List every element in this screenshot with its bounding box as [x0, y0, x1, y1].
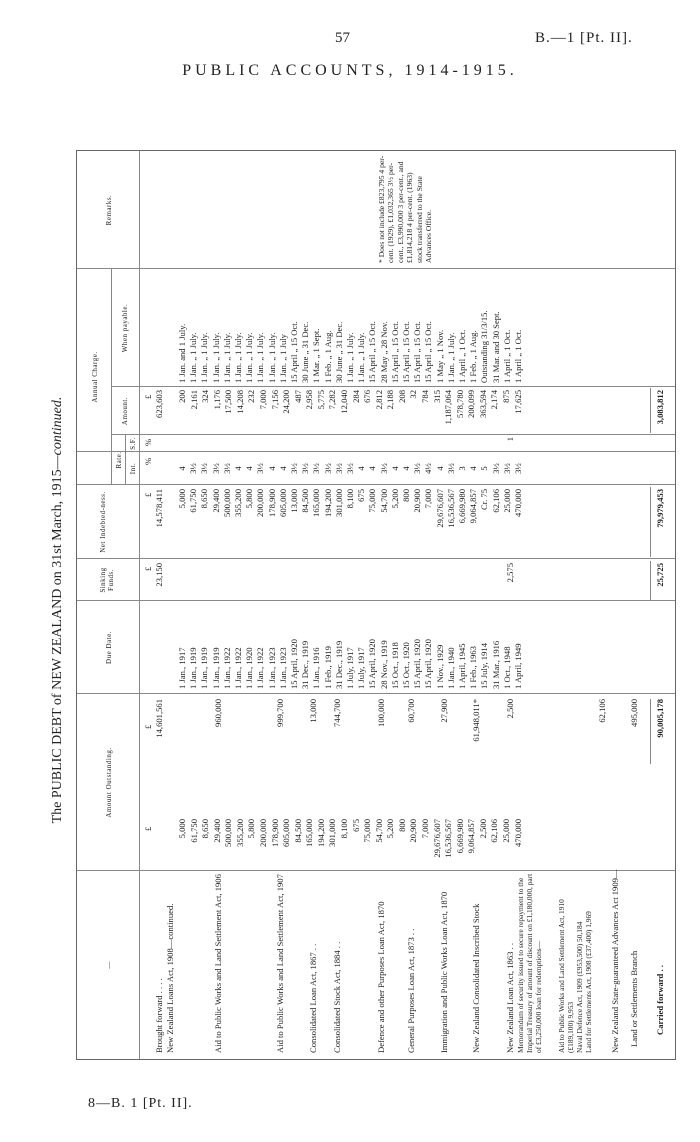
table-cell: 5,800 [246, 819, 257, 839]
table-cell: 675 [350, 819, 361, 832]
table-cell: 315 [431, 390, 442, 403]
table-cell: 800 [401, 489, 411, 502]
total-rule [650, 487, 651, 557]
table-cell: 1 Jan., 1923 [266, 647, 277, 689]
table-cell: 1 Jan. „ 1 July [277, 334, 288, 383]
loan-name: Defence and other Purposes Loan Act, 1870 [376, 901, 386, 1053]
table-cell: 1 Jan., 1922 [221, 647, 232, 689]
table-cell: 3½ [300, 463, 311, 474]
loan-sub-item: Naval Defence Act, 1909 (£953,500) 50,184 [575, 921, 584, 1053]
group-total: 60,700 [406, 699, 416, 723]
public-debt-table [76, 150, 676, 1060]
header-rate: Rate. [115, 451, 123, 469]
table-cell: 84,500 [292, 819, 303, 843]
charge-brought-forward: 623,603 [154, 390, 164, 418]
table-cell: 8,100 [339, 819, 350, 839]
table-cell: 800 [396, 819, 407, 832]
sinking-brought-forward: 23,150 [154, 563, 164, 587]
header-rule [125, 435, 126, 485]
table-cell: 3½ [221, 463, 232, 474]
table-cell: 54,700 [373, 819, 384, 843]
table-cell: 4 [434, 466, 445, 471]
table-cell: 578,780 [454, 390, 465, 418]
table-cell: 15 April „ 15 Oct. [367, 321, 378, 383]
loan-name: Immigration and Public Works Loan Act, 1870 [439, 891, 449, 1053]
table-cell: 1 Jan. „ 1 July. [345, 332, 355, 383]
table-cell: 1 Jan. „ 1 July. [445, 332, 456, 383]
header-due-date: Due Date. [105, 631, 113, 664]
group-total: 2,500 [505, 699, 515, 719]
table-cell: 20,900 [412, 489, 423, 513]
table-cell: 1 Feb., 1963 [468, 646, 479, 689]
table-cell: 301,000 [327, 819, 338, 847]
header-sinking-funds: Sinking Funds. [99, 567, 115, 593]
amount-brought-forward: 14,601,561 [154, 699, 164, 738]
loan-sub-item: Aid to Public Works and Land Settlement Act, 1910 (£189,100) 9,953 [557, 899, 575, 1053]
table-cell: 31 Mar. and 30 Sept. [490, 311, 501, 383]
table-cell: 4 [244, 466, 255, 471]
loan-name: New Zealand Loan Act, 1863 . . [505, 942, 515, 1053]
table-cell: 15 Oct., 1920 [401, 642, 411, 689]
table-cell: 1 Jan. „ 1 July. [233, 332, 243, 383]
table-cell: 5,200 [385, 819, 396, 839]
table-cell: 4 [233, 466, 243, 471]
loan-name: Aid to Public Works and Land Settlement Act, 1907 [275, 874, 285, 1053]
table-cell: 15 April „ 15 Oct. [412, 321, 423, 383]
table-cell: 1 Jan. „ 1 July. [266, 332, 277, 383]
title-main: The PUBLIC DEBT of NEW ZEALAND on 31st March, 1915— [50, 455, 65, 824]
table-cell: 4 [389, 466, 400, 471]
header-rule [139, 151, 140, 1059]
table-cell: 1 Jan., 1922 [255, 647, 266, 689]
table-cell: 2,188 [385, 390, 396, 410]
total-rule [650, 388, 651, 433]
table-cell: 8,100 [345, 489, 355, 509]
table-cell: 4 [177, 466, 187, 471]
total-rule [650, 699, 651, 764]
unit-pound: £ [143, 394, 153, 399]
group-total: 744,700 [332, 699, 342, 727]
table-cell: 1,187,064 [443, 390, 454, 425]
table-cell: 1 July, 1917 [345, 647, 355, 689]
table-cell: 17,500 [223, 390, 234, 414]
table-cell: 2,161 [188, 390, 199, 410]
table-cell: 1 Mar. „ 1 Sept. [311, 328, 322, 383]
charge-carried-forward: 3,083,812 [655, 390, 665, 425]
unit-pound: £ [143, 724, 153, 729]
table-cell: 28 May „ 28 Nov. [378, 321, 389, 383]
table-cell: 1 Jan., 1923 [277, 647, 288, 689]
header-int: Int. [129, 462, 137, 475]
table-cell: 75,000 [367, 489, 378, 513]
table-cell: 1 Jan., 1917 [177, 647, 187, 689]
table-cell: 3½ [445, 463, 456, 474]
table-cell: 675 [356, 489, 367, 502]
table-cell: 1 Jan., 1920 [244, 647, 255, 689]
table-cell: 29,676,607 [431, 819, 442, 858]
table-cell: 355,200 [233, 489, 243, 517]
header-amount-outstanding: Amount Outstanding. [105, 747, 113, 818]
table-cell: 7,000 [420, 819, 431, 839]
table-cell: 1 Jan. „ 1 July. [199, 332, 210, 383]
unit-pound: £ [143, 566, 153, 571]
table-cell: 200 [177, 390, 187, 403]
table-cell: 1 Jan. „ 1 July. [356, 332, 367, 383]
group-total: 62,106 [597, 699, 607, 723]
table-cell: 25,000 [501, 489, 512, 513]
table-cell: 29,400 [211, 819, 222, 843]
table-cell: 3½ [289, 463, 299, 474]
table-cell: 1 Jan., 1916 [311, 647, 322, 689]
group-total: 960,000 [213, 699, 223, 727]
net-brought-forward: 14,578,411 [154, 489, 164, 528]
table-cell: 1 April, 1945 [457, 643, 467, 689]
table-cell: 4½ [423, 463, 434, 474]
table-cell: 1 Feb. „ 1 Aug. [468, 330, 479, 383]
table-cell: 16,536,567 [445, 489, 456, 528]
header-sf: S.F. [129, 437, 137, 450]
table-cell: 12,040 [339, 390, 350, 414]
loan-name: Brought forward . . . . [154, 978, 164, 1053]
loan-name: Consolidated Stock Act, 1884 . . [332, 941, 342, 1053]
table-cell: 1 Jan. and 1 July. [177, 323, 187, 383]
table-cell: 1 Jan., 1919 [188, 647, 199, 689]
header-annual-charge: Annual Charge. [91, 351, 99, 403]
table-cell: 7,282 [327, 390, 338, 410]
column-rule [111, 386, 675, 387]
table-cell: 31 Mar., 1916 [490, 640, 501, 689]
table-cell: 15 April „ 15 Oct. [389, 321, 400, 383]
table-cell: 3½ [210, 463, 221, 474]
loan-name: Consolidated Loan Act, 1867 . . [308, 943, 318, 1053]
table-cell: 605,000 [277, 489, 288, 517]
table-cell: 84,500 [300, 489, 311, 513]
loan-name: New Zealand State-guaranteed Advances Act 1909— [610, 869, 620, 1053]
table-cell: 200,099 [466, 390, 477, 418]
loan-name: Aid to Public Works and Land Settlement Act, 1906 [213, 874, 223, 1053]
table-cell: 605,000 [281, 819, 292, 847]
table-cell: 4 [367, 466, 378, 471]
table-cell: 1 Feb., 1919 [322, 646, 333, 689]
table-cell: 15 July, 1914 [479, 643, 490, 689]
net-carried-forward: 79,979,453 [655, 489, 665, 528]
table-cell: 1 Nov., 1929 [434, 644, 445, 689]
table-cell: 3 [457, 466, 467, 471]
carried-forward-label: Carried forward . . [655, 965, 665, 1035]
loan-name: Land or Settlements Branch [629, 950, 639, 1047]
table-cell: 7,000 [258, 390, 268, 410]
table-cell: 178,900 [269, 819, 280, 847]
table-cell: 4 [401, 466, 411, 471]
table-cell: 232 [246, 390, 257, 403]
rate-sf-value: 1 [505, 437, 515, 442]
table-cell: 24,200 [281, 390, 292, 414]
table-cell: 355,200 [234, 819, 245, 847]
table-cell: 25,000 [501, 819, 512, 843]
table-cell: 15 April, 1920 [412, 639, 423, 689]
header-remarks: Remarks. [105, 194, 113, 226]
table-cell: 3½ [345, 463, 355, 474]
table-cell: 3½ [311, 463, 322, 474]
table-cell: 1 Feb. „ 1 Aug. [322, 330, 333, 383]
table-cell: 30 June „ 31 Dec. [333, 321, 344, 383]
table-cell: 2,812 [373, 390, 384, 410]
header-when-payable: When payable. [121, 303, 129, 353]
table-cell: 1 April, 1949 [513, 643, 523, 689]
table-cell: 4 [266, 466, 277, 471]
table-cell: 3½ [188, 463, 199, 474]
table-cell: 284 [350, 390, 361, 403]
table-cell: 61,750 [188, 489, 199, 513]
table-cell: 5 [479, 466, 490, 471]
table-cell: 5,775 [315, 390, 326, 410]
table-cell: 31 Dec., 1919 [333, 640, 344, 689]
rotated-table-sheet [50, 120, 685, 1100]
table-cell: 5,000 [177, 819, 187, 839]
table-cell: 5,000 [177, 489, 187, 509]
group-total: 27,900 [439, 699, 449, 723]
column-rule [111, 434, 675, 435]
group-total: 999,700 [275, 699, 285, 727]
table-cell: 1 Jan., 1919 [199, 647, 210, 689]
table-cell: 1 Oct., 1948 [501, 646, 512, 689]
table-cell: 1 April „ 1 Oct. [513, 329, 523, 383]
table-cell: 7,000 [423, 489, 434, 509]
table-cell: 20,900 [408, 819, 419, 843]
table-cell: 200,000 [255, 489, 266, 517]
total-rule [650, 561, 651, 601]
table-cell: 500,000 [223, 819, 234, 847]
table-cell: 62,106 [489, 819, 500, 843]
table-cell: 1 Jan. „ 1 July. [255, 332, 266, 383]
table-cell: 194,200 [322, 489, 333, 517]
table-cell: 165,000 [311, 489, 322, 517]
table-cell: 15 April, 1920 [367, 639, 378, 689]
table-cell: 208 [396, 390, 407, 403]
table-cell: 8,650 [199, 489, 210, 509]
table-cell: 7,156 [269, 390, 280, 410]
table-cell: 1 Jan. „ 1 July. [210, 332, 221, 383]
table-cell: 31 Dec., 1919 [300, 640, 311, 689]
table-cell: 1 Jan. „ 1 July. [188, 332, 199, 383]
table-cell: 3½ [501, 463, 512, 474]
table-cell: 4 [277, 466, 288, 471]
table-cell: 1 Jan., 1940 [445, 647, 456, 689]
header-loan: — [105, 961, 113, 969]
table-cell: 61,750 [188, 819, 199, 843]
table-cell: 1 Jan. „ 1 July. [221, 332, 232, 383]
table-cell: 5,800 [244, 489, 255, 509]
table-cell: 17,625 [512, 390, 523, 414]
table-cell: 324 [200, 390, 211, 403]
table-cell: 2,500 [477, 819, 488, 839]
column-rule [77, 600, 675, 601]
table-cell: 5,200 [389, 489, 400, 509]
table-cell: 29,676,607 [434, 489, 445, 528]
table-cell: 15 April „ 15 Oct. [401, 321, 411, 383]
table-cell: 9,064,857 [466, 819, 477, 854]
table-cell: 32 [408, 390, 419, 399]
table-cell: 3½ [322, 463, 333, 474]
header-rule [111, 269, 112, 485]
table-cell: 3½ [412, 463, 423, 474]
column-rule [77, 693, 675, 694]
document-reference: B.—1 [Pt. II]. [535, 30, 633, 46]
table-cell: 28 Nov., 1919 [378, 640, 389, 689]
table-cell: 1 May „ 1 Nov. [434, 329, 445, 383]
loan-sub-item: Land for Settlements Act, 1908 (£37,400) 1,969 [584, 911, 593, 1053]
table-cell: 6,669,980 [457, 489, 467, 524]
table-cell: 4 [356, 466, 367, 471]
unit-percent: % [143, 438, 153, 446]
table-cell: Cr. 75 [479, 489, 490, 511]
table-cell: 8,650 [200, 819, 211, 839]
loan-name: General Purposes Loan Act, 1873 . . [406, 928, 416, 1053]
page-banner: PUBLIC ACCOUNTS, 1914-1915. [182, 62, 518, 79]
table-cell: 200,000 [258, 819, 268, 847]
table-cell: 784 [420, 390, 431, 403]
table-cell: 15 April, 1920 [423, 639, 434, 689]
loan-memorandum: Memorandum of security issued to secure repayment to the Imperial Treasury of amount of discount on £1,180,000, part of £3,250,000 loan for redemptions— [516, 873, 543, 1053]
loan-name: New Zealand Loans Act, 1908—continued. [165, 903, 175, 1053]
header-net-indebtedness: Net Indebted-ness. [99, 491, 107, 553]
table-cell: 75,000 [362, 819, 373, 843]
table-cell: 54,700 [378, 489, 389, 513]
table-cell: 29,400 [210, 489, 221, 513]
column-rule [77, 558, 675, 559]
table-cell: 1 Jan. „ 1 July. [244, 332, 255, 383]
table-cell: 1 Jan., 1922 [233, 647, 243, 689]
table-cell: 4 [468, 466, 479, 471]
table-cell: 14,208 [234, 390, 245, 414]
amount-carried-forward: 90,005,178 [655, 699, 665, 738]
sinking-carried-forward: 25,725 [655, 563, 665, 587]
table-cell: 1 July, 1917 [356, 647, 367, 689]
table-cell: 500,000 [221, 489, 232, 517]
table-cell: 16,536,567 [443, 819, 454, 858]
table-cell: 3½ [378, 463, 389, 474]
table-cell: 1,176 [211, 390, 222, 410]
table-cell: 1 Jan., 1919 [210, 647, 221, 689]
page-number: 57 [335, 30, 350, 46]
table-cell: 2,174 [489, 390, 500, 410]
column-rule [77, 268, 675, 269]
table-cell: 676 [362, 390, 373, 403]
table-cell: 3½ [333, 463, 344, 474]
table-cell: 15 April „ 15 Oct. [289, 321, 299, 383]
group-total: 495,000 [629, 699, 639, 727]
table-cell: Outstanding 31/3/15. [479, 310, 490, 383]
table-cell: 15 April „ 15 Oct. [423, 321, 434, 383]
unit-percent: % [143, 457, 153, 465]
table-cell: 62,106 [490, 489, 501, 513]
table-cell: 363,594 [477, 390, 488, 418]
table-cell: 178,900 [266, 489, 277, 517]
table-cell: 6,669,980 [454, 819, 465, 854]
title-suffix: continued. [50, 396, 65, 456]
table-cell: 30 June „ 31 Dec. [300, 321, 311, 383]
table-cell: 487 [292, 390, 303, 403]
table-cell: 470,000 [513, 489, 523, 517]
table-title [50, 120, 74, 1100]
table-cell: 3½ [513, 463, 523, 474]
table-cell: 13,000 [289, 489, 299, 513]
table-cell: 2,958 [304, 390, 315, 410]
table-cell: 3½ [199, 463, 210, 474]
table-cell: 15 Oct., 1918 [389, 642, 400, 689]
table-cell: 165,000 [304, 819, 315, 847]
group-total: 13,000 [308, 699, 318, 723]
table-cell: 301,000 [333, 489, 344, 517]
header-amount: Amount. [121, 396, 129, 426]
table-cell: 3½ [255, 463, 266, 474]
table-cell: 3½ [490, 463, 501, 474]
unit-pound: £ [143, 826, 153, 831]
loan-name: New Zealand Consolidated Inscribed Stock [471, 903, 481, 1053]
table-cell: 1 April „ 1 Oct. [501, 329, 512, 383]
table-cell: 15 April, 1920 [289, 639, 299, 689]
page-footer: 8—B. 1 [Pt. II]. [88, 1096, 193, 1111]
table-cell: 9,064,857 [468, 489, 479, 524]
table-cell: 194,200 [315, 819, 326, 847]
unit-pound: £ [143, 492, 153, 497]
table-cell: 1 April „ 1 Oct. [457, 329, 467, 383]
table-cell: 875 [501, 390, 512, 403]
group-total: 61,948,011* [471, 699, 481, 742]
remarks-note: * Does not include £823,795 4 per-cent. (1929), £1,032,365 3½ per-cent., £3,990,000 3 per-cent., and £1,814,218 4 per-cent. (1963) stock transferred to the State Advances Office. [377, 155, 434, 263]
group-total: 100,000 [376, 699, 386, 727]
table-cell: 470,000 [512, 819, 523, 847]
sinking-fund-value: 2,575 [505, 563, 515, 583]
